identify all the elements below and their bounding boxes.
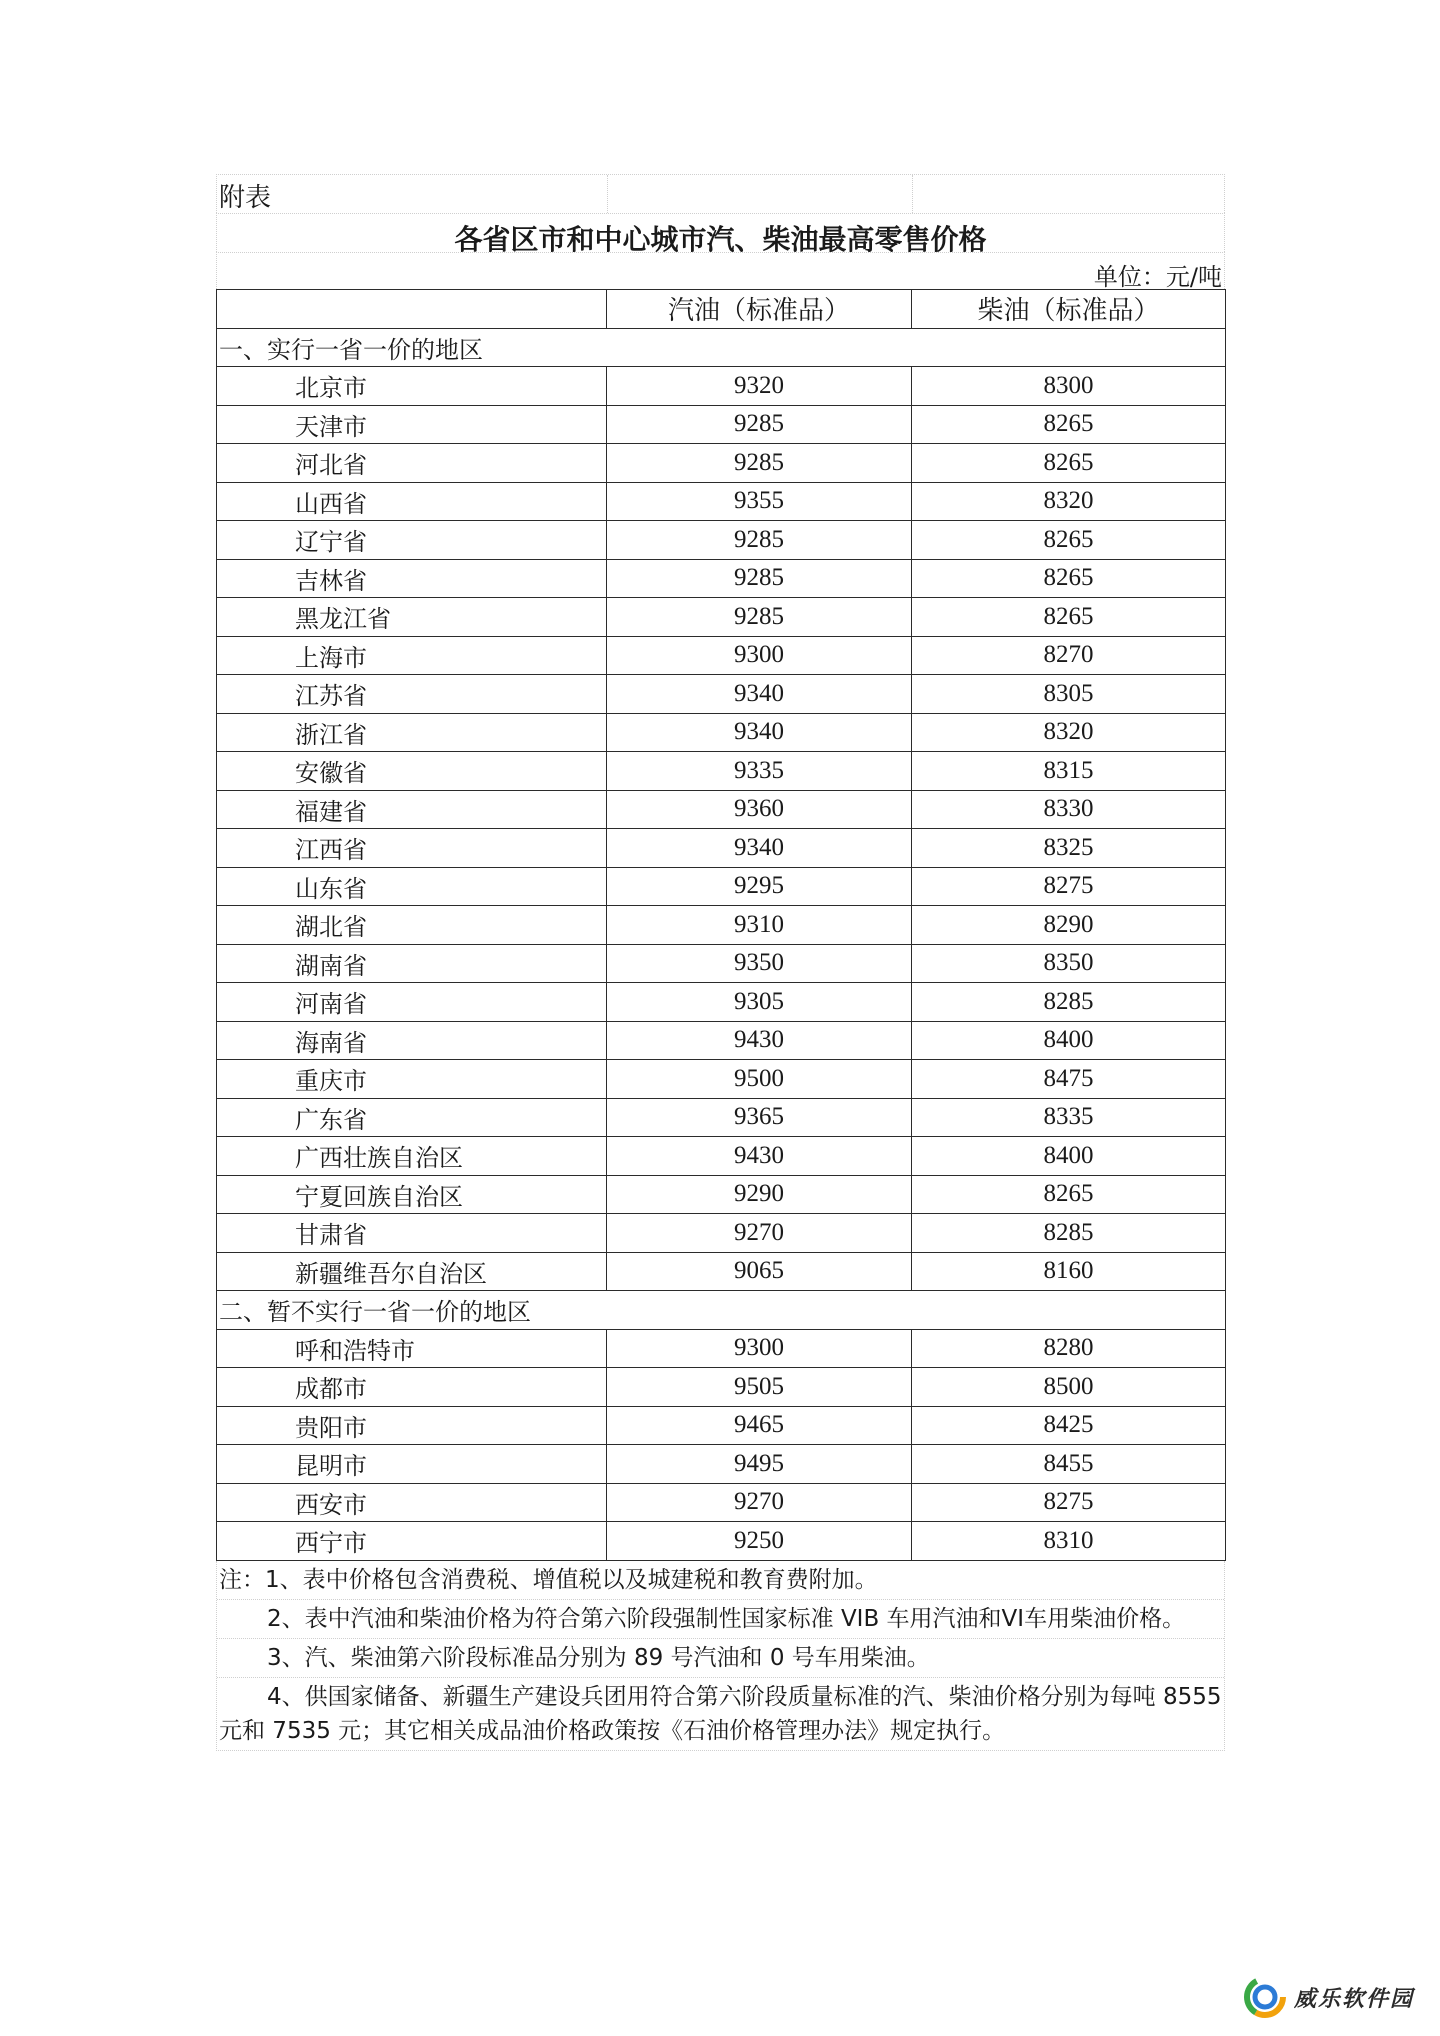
table-row	[217, 559, 1226, 598]
table-row	[217, 1329, 1226, 1368]
kicker-row	[216, 174, 1225, 213]
diesel-price-cell: 8265	[912, 405, 1226, 444]
gasoline-price-cell: 9310	[607, 906, 912, 945]
gasoline-price-cell: 9290	[607, 1175, 912, 1214]
region-cell: 重庆市	[217, 1060, 607, 1099]
region-cell: 上海市	[217, 636, 607, 675]
header-gasoline: 汽油（标准品）	[607, 290, 912, 329]
gasoline-price-cell: 9430	[607, 1021, 912, 1060]
price-table	[216, 289, 1226, 1561]
gasoline-price-cell: 9365	[607, 1098, 912, 1137]
guide-line	[912, 175, 913, 213]
table-row	[217, 521, 1226, 560]
region-cell: 山东省	[217, 867, 607, 906]
gasoline-price-cell: 9285	[607, 598, 912, 637]
diesel-price-cell: 8275	[912, 867, 1226, 906]
diesel-price-cell: 8320	[912, 482, 1226, 521]
diesel-price-cell: 8320	[912, 713, 1226, 752]
diesel-price-cell: 8290	[912, 906, 1226, 945]
gasoline-price-cell: 9065	[607, 1252, 912, 1291]
region-cell: 安徽省	[217, 752, 607, 791]
gasoline-price-cell: 9340	[607, 829, 912, 868]
table-row	[217, 906, 1226, 945]
region-cell: 新疆维吾尔自治区	[217, 1252, 607, 1291]
note-1: 注：1、表中价格包含消费税、增值税以及城建税和教育费附加。	[219, 1566, 878, 1593]
gasoline-price-cell: 9250	[607, 1522, 912, 1561]
unit-row	[216, 252, 1225, 289]
table-row	[217, 944, 1226, 983]
table-row	[217, 713, 1226, 752]
table-row	[217, 1445, 1226, 1484]
diesel-price-cell: 8160	[912, 1252, 1226, 1291]
watermark-logo-icon	[1244, 1976, 1286, 2018]
diesel-price-cell: 8475	[912, 1060, 1226, 1099]
gasoline-price-cell: 9495	[607, 1445, 912, 1484]
region-cell: 北京市	[217, 367, 607, 406]
price-table-sheet	[216, 174, 1225, 1751]
note-3: 3、汽、柴油第六阶段标准品分别为 89 号汽油和 0 号车用柴油。	[217, 1638, 1224, 1677]
gasoline-price-cell: 9285	[607, 444, 912, 483]
section-row	[217, 328, 1226, 367]
diesel-price-cell: 8350	[912, 944, 1226, 983]
table-row	[217, 867, 1226, 906]
gasoline-price-cell: 9335	[607, 752, 912, 791]
table-row	[217, 1522, 1226, 1561]
table-row	[217, 1060, 1226, 1099]
diesel-price-cell: 8265	[912, 559, 1226, 598]
section-2-label: 二、暂不实行一省一价的地区	[217, 1291, 1226, 1330]
diesel-price-cell: 8325	[912, 829, 1226, 868]
gasoline-price-cell: 9340	[607, 713, 912, 752]
gasoline-price-cell: 9295	[607, 867, 912, 906]
diesel-price-cell: 8330	[912, 790, 1226, 829]
gasoline-price-cell: 9465	[607, 1406, 912, 1445]
table-row	[217, 1406, 1226, 1445]
gasoline-price-cell: 9285	[607, 559, 912, 598]
region-cell: 吉林省	[217, 559, 607, 598]
diesel-price-cell: 8265	[912, 444, 1226, 483]
diesel-price-cell: 8400	[912, 1021, 1226, 1060]
diesel-price-cell: 8300	[912, 367, 1226, 406]
unit-label: 单位：元/吨	[1093, 263, 1222, 291]
region-cell: 浙江省	[217, 713, 607, 752]
region-cell: 西安市	[217, 1483, 607, 1522]
region-cell: 江西省	[217, 829, 607, 868]
table-row	[217, 790, 1226, 829]
table-row	[217, 1483, 1226, 1522]
title-row	[216, 213, 1225, 256]
diesel-price-cell: 8265	[912, 1175, 1226, 1214]
diesel-price-cell: 8275	[912, 1483, 1226, 1522]
table-row	[217, 675, 1226, 714]
table-row	[217, 405, 1226, 444]
region-cell: 昆明市	[217, 1445, 607, 1484]
diesel-price-cell: 8285	[912, 1214, 1226, 1253]
region-cell: 黑龙江省	[217, 598, 607, 637]
diesel-price-cell: 8280	[912, 1329, 1226, 1368]
region-cell: 贵阳市	[217, 1406, 607, 1445]
table-row	[217, 1175, 1226, 1214]
gasoline-price-cell: 9500	[607, 1060, 912, 1099]
gasoline-price-cell: 9320	[607, 367, 912, 406]
gasoline-price-cell: 9355	[607, 482, 912, 521]
table-row	[217, 367, 1226, 406]
table-row	[217, 636, 1226, 675]
region-cell: 辽宁省	[217, 521, 607, 560]
table-row	[217, 1021, 1226, 1060]
notes-block	[216, 1561, 1225, 1751]
diesel-price-cell: 8455	[912, 1445, 1226, 1484]
note-4: 4、供国家储备、新疆生产建设兵团用符合第六阶段质量标准的汽、柴油价格分别为每吨 8555 元和 7535 元；其它相关成品油价格政策按《石油价格管理办法》规定执行。	[217, 1677, 1224, 1750]
diesel-price-cell: 8265	[912, 521, 1226, 560]
gasoline-price-cell: 9350	[607, 944, 912, 983]
region-cell: 西宁市	[217, 1522, 607, 1561]
region-cell: 河南省	[217, 983, 607, 1022]
region-cell: 山西省	[217, 482, 607, 521]
diesel-price-cell: 8270	[912, 636, 1226, 675]
guide-line	[607, 175, 608, 213]
table-row	[217, 1368, 1226, 1407]
region-cell: 广东省	[217, 1098, 607, 1137]
gasoline-price-cell: 9270	[607, 1483, 912, 1522]
appendix-label: 附表	[219, 183, 272, 213]
watermark-text: 威乐软件园	[1293, 1986, 1414, 2012]
gasoline-price-cell: 9505	[607, 1368, 912, 1407]
table-row	[217, 444, 1226, 483]
region-cell: 呼和浩特市	[217, 1329, 607, 1368]
table-row	[217, 829, 1226, 868]
diesel-price-cell: 8425	[912, 1406, 1226, 1445]
table-row	[217, 482, 1226, 521]
diesel-price-cell: 8315	[912, 752, 1226, 791]
gasoline-price-cell: 9300	[607, 1329, 912, 1368]
diesel-price-cell: 8305	[912, 675, 1226, 714]
gasoline-price-cell: 9430	[607, 1137, 912, 1176]
table-row	[217, 1137, 1226, 1176]
table-title: 各省区市和中心城市汽、柴油最高零售价格	[454, 223, 987, 256]
region-cell: 湖北省	[217, 906, 607, 945]
region-cell: 成都市	[217, 1368, 607, 1407]
region-cell: 宁夏回族自治区	[217, 1175, 607, 1214]
gasoline-price-cell: 9285	[607, 405, 912, 444]
region-cell: 福建省	[217, 790, 607, 829]
note-2: 2、表中汽油和柴油价格为符合第六阶段强制性国家标准 VIB 车用汽油和VI车用柴油价格。	[217, 1599, 1224, 1638]
header-diesel: 柴油（标准品）	[912, 290, 1226, 329]
watermark	[1244, 1976, 1414, 2018]
region-cell: 海南省	[217, 1021, 607, 1060]
diesel-price-cell: 8310	[912, 1522, 1226, 1561]
region-cell: 甘肃省	[217, 1214, 607, 1253]
table-row	[217, 598, 1226, 637]
diesel-price-cell: 8500	[912, 1368, 1226, 1407]
region-cell: 江苏省	[217, 675, 607, 714]
gasoline-price-cell: 9340	[607, 675, 912, 714]
header-region	[217, 290, 607, 329]
gasoline-price-cell: 9305	[607, 983, 912, 1022]
diesel-price-cell: 8265	[912, 598, 1226, 637]
gasoline-price-cell: 9300	[607, 636, 912, 675]
diesel-price-cell: 8400	[912, 1137, 1226, 1176]
header-row	[217, 290, 1226, 329]
diesel-price-cell: 8335	[912, 1098, 1226, 1137]
region-cell: 河北省	[217, 444, 607, 483]
table-row	[217, 983, 1226, 1022]
region-cell: 广西壮族自治区	[217, 1137, 607, 1176]
region-cell: 天津市	[217, 405, 607, 444]
table-row	[217, 1214, 1226, 1253]
section-1-label: 一、实行一省一价的地区	[217, 328, 1226, 367]
gasoline-price-cell: 9270	[607, 1214, 912, 1253]
table-row	[217, 1252, 1226, 1291]
gasoline-price-cell: 9360	[607, 790, 912, 829]
section-row	[217, 1291, 1226, 1330]
diesel-price-cell: 8285	[912, 983, 1226, 1022]
gasoline-price-cell: 9285	[607, 521, 912, 560]
table-row	[217, 1098, 1226, 1137]
region-cell: 湖南省	[217, 944, 607, 983]
table-row	[217, 752, 1226, 791]
